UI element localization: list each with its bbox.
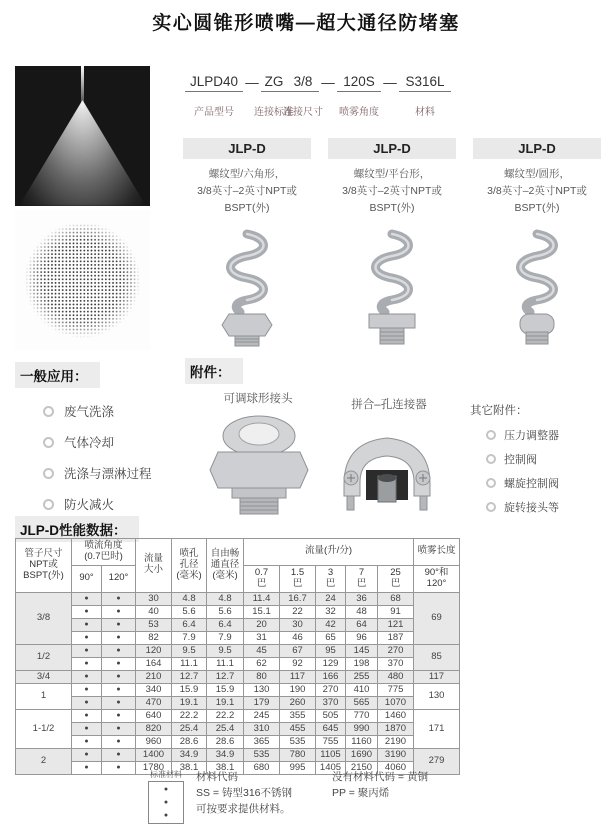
table-header-row <box>16 539 460 566</box>
capacity-cell: 4060 <box>378 761 414 774</box>
capacity-cell: 80 <box>244 670 280 683</box>
capacity-cell: 260 <box>280 696 316 709</box>
flow-size-cell: 820 <box>136 722 172 735</box>
capacity-cell: 2190 <box>378 735 414 748</box>
pipe-size-cell: 1-1/2 <box>16 709 72 748</box>
ring-bullet-icon <box>486 502 496 512</box>
orifice-cell: 7.9 <box>172 631 207 644</box>
capacity-cell: 995 <box>280 761 316 774</box>
code-standard: ZG <box>261 74 287 92</box>
header-capacity: 流量(升/分) <box>244 539 414 566</box>
code-dash: — <box>321 75 335 90</box>
free-passage-cell: 38.1 <box>207 761 244 774</box>
list-item <box>486 499 600 515</box>
ball-joint-label: 可调球形接头 <box>223 393 293 405</box>
variant-description <box>473 166 601 216</box>
free-passage-cell: 7.9 <box>207 631 244 644</box>
angle-120-dot: ● <box>102 748 136 761</box>
spray-length-cell: 85 <box>414 644 460 670</box>
variant-desc-line: 3/8英寸–2英寸NPT或 <box>197 184 297 197</box>
free-passage-cell: 4.8 <box>207 592 244 605</box>
angle-90-dot: ● <box>72 748 102 761</box>
orifice-cell: 12.7 <box>172 670 207 683</box>
capacity-cell: 3190 <box>378 748 414 761</box>
angle-90-dot: ● <box>72 696 102 709</box>
capacity-cell: 179 <box>244 696 280 709</box>
header-angle-120: 120° <box>102 565 136 592</box>
angle-90-dot: ● <box>72 631 102 644</box>
header-flow-size: 流量 大小 <box>136 539 172 593</box>
applications-list <box>15 402 180 513</box>
header-pressure: 3 巴 <box>316 565 346 592</box>
flow-size-cell: 1780 <box>136 761 172 774</box>
free-passage-cell: 34.9 <box>207 748 244 761</box>
capacity-cell: 42 <box>316 618 346 631</box>
capacity-cell: 480 <box>378 670 414 683</box>
capacity-cell: 270 <box>378 644 414 657</box>
capacity-cell: 355 <box>280 709 316 722</box>
header-pipe-size: 管子尺寸 NPT或 BSPT(外) <box>16 539 72 593</box>
variant-desc-line: 螺纹型/平台形， <box>353 168 431 180</box>
table-row <box>16 722 460 735</box>
material-legend <box>148 769 184 824</box>
flow-size-cell: 82 <box>136 631 172 644</box>
table-row <box>16 748 460 761</box>
variant-model: JLP-D <box>183 138 311 159</box>
capacity-cell: 198 <box>346 657 378 670</box>
capacity-cell: 32 <box>316 605 346 618</box>
capacity-cell: 130 <box>244 683 280 696</box>
performance-table-body <box>16 592 460 774</box>
capacity-cell: 65 <box>316 631 346 644</box>
capacity-cell: 680 <box>244 761 280 774</box>
table-row <box>16 644 460 657</box>
table-row <box>16 735 460 748</box>
angle-90-dot: ● <box>72 592 102 605</box>
note-line: 没有材料代码 = 黄铜 <box>332 771 428 783</box>
angle-120-dot: ● <box>102 670 136 683</box>
free-passage-cell: 22.2 <box>207 709 244 722</box>
orifice-cell: 6.4 <box>172 618 207 631</box>
spacer <box>319 103 337 118</box>
variant-description <box>183 166 311 216</box>
spacer <box>381 103 399 118</box>
angle-90-dot: ● <box>72 644 102 657</box>
variant-desc-line: 螺纹型/六角形， <box>208 168 286 180</box>
dot-icon: ● <box>163 812 169 819</box>
material-dot-box <box>148 781 184 824</box>
capacity-cell: 1405 <box>316 761 346 774</box>
angle-120-dot: ● <box>102 709 136 722</box>
spray-droplet-pattern <box>25 220 140 340</box>
ring-bullet-icon <box>486 454 496 464</box>
capacity-cell: 95 <box>316 644 346 657</box>
capacity-cell: 117 <box>280 670 316 683</box>
angle-90-dot: ● <box>72 709 102 722</box>
variant-desc-line: BSPT(外) <box>369 201 415 214</box>
capacity-cell: 310 <box>244 722 280 735</box>
spray-photo <box>15 66 150 206</box>
code-material-label: 材料 <box>415 107 435 118</box>
orifice-cell: 28.6 <box>172 735 207 748</box>
flow-size-cell: 30 <box>136 592 172 605</box>
capacity-cell: 370 <box>316 696 346 709</box>
angle-90-dot: ● <box>72 722 102 735</box>
angle-90-dot: ● <box>72 735 102 748</box>
capacity-cell: 190 <box>280 683 316 696</box>
capacity-cell: 535 <box>244 748 280 761</box>
ring-bullet-icon <box>486 430 496 440</box>
angle-90-dot: ● <box>72 657 102 670</box>
capacity-cell: 145 <box>346 644 378 657</box>
ring-bullet-icon <box>486 478 496 488</box>
spiral-nozzle-image <box>492 228 582 348</box>
code-model-label: 产品型号 <box>194 107 234 118</box>
flow-size-cell: 470 <box>136 696 172 709</box>
header-pressure: 25 巴 <box>378 565 414 592</box>
capacity-cell: 535 <box>280 735 316 748</box>
other-accessories-list <box>470 427 600 515</box>
header-pressure: 7 巴 <box>346 565 378 592</box>
free-passage-cell: 11.1 <box>207 657 244 670</box>
capacity-cell: 645 <box>316 722 346 735</box>
variant-desc-line: 螺纹型/圆形， <box>504 168 570 180</box>
spray-cone <box>19 100 146 206</box>
flow-size-cell: 120 <box>136 644 172 657</box>
list-item <box>43 495 180 513</box>
spray-length-cell: 117 <box>414 670 460 683</box>
flow-size-cell: 53 <box>136 618 172 631</box>
other-accessories-heading: 其它附件： <box>470 405 528 417</box>
spray-length-cell: 130 <box>414 683 460 709</box>
free-passage-cell: 6.4 <box>207 618 244 631</box>
code-angle-label: 喷雾角度 <box>339 107 379 118</box>
capacity-cell: 121 <box>378 618 414 631</box>
note-line: SS = 铸型316不锈钢 <box>196 787 292 799</box>
list-item <box>43 464 180 482</box>
other-accessories <box>470 402 600 523</box>
angle-120-dot: ● <box>102 657 136 670</box>
spiral-nozzle-image <box>347 228 437 348</box>
ring-bullet-icon <box>43 406 54 417</box>
capacity-cell: 270 <box>316 683 346 696</box>
orifice-cell: 19.1 <box>172 696 207 709</box>
capacity-cell: 2150 <box>346 761 378 774</box>
capacity-cell: 24 <box>316 592 346 605</box>
header-spray-length-angles: 90°和120° <box>414 565 460 592</box>
product-code-row <box>185 74 485 92</box>
free-passage-cell: 12.7 <box>207 670 244 683</box>
dot-icon: ● <box>163 786 169 793</box>
performance-table <box>15 538 460 775</box>
angle-90-dot: ● <box>72 605 102 618</box>
pipe-size-cell: 3/4 <box>16 670 72 683</box>
variant-desc-line: 3/8英寸–2英寸NPT或 <box>342 184 442 197</box>
capacity-cell: 1160 <box>346 735 378 748</box>
capacity-cell: 30 <box>280 618 316 631</box>
variant-cards <box>183 138 603 348</box>
table-row <box>16 696 460 709</box>
header-pressure: 1.5 巴 <box>280 565 316 592</box>
list-item <box>43 433 180 451</box>
capacity-cell: 1460 <box>378 709 414 722</box>
angle-120-dot: ● <box>102 644 136 657</box>
free-passage-cell: 25.4 <box>207 722 244 735</box>
capacity-cell: 129 <box>316 657 346 670</box>
capacity-cell: 68 <box>378 592 414 605</box>
table-row <box>16 657 460 670</box>
list-item <box>486 427 600 443</box>
note-line: 可按要求提供材料。 <box>196 803 291 815</box>
capacity-cell: 780 <box>280 748 316 761</box>
material-notes-right <box>332 769 428 824</box>
angle-90-dot: ● <box>72 670 102 683</box>
flow-size-cell: 340 <box>136 683 172 696</box>
product-code <box>185 74 485 118</box>
ring-bullet-icon <box>43 468 54 479</box>
standard-material-label: 标准材料 <box>150 770 182 779</box>
application-label: 防火减火 <box>64 498 115 512</box>
variant-card-round <box>473 138 601 348</box>
capacity-cell: 1870 <box>378 722 414 735</box>
product-code-labels <box>185 103 485 118</box>
code-size: 3/8 <box>287 74 319 92</box>
accessories-section-heading <box>185 358 243 384</box>
capacity-cell: 1105 <box>316 748 346 761</box>
capacity-cell: 370 <box>378 657 414 670</box>
angle-120-dot: ● <box>102 735 136 748</box>
free-passage-cell: 28.6 <box>207 735 244 748</box>
capacity-cell: 31 <box>244 631 280 644</box>
capacity-cell: 455 <box>280 722 316 735</box>
dot-icon: ● <box>163 799 169 806</box>
capacity-cell: 20 <box>244 618 280 631</box>
flow-size-cell: 640 <box>136 709 172 722</box>
code-size-label: 连接尺寸 <box>283 107 323 118</box>
capacity-cell: 62 <box>244 657 280 670</box>
capacity-cell: 770 <box>346 709 378 722</box>
orifice-cell: 4.8 <box>172 592 207 605</box>
applications-heading: 一般应用： <box>15 362 100 388</box>
capacity-cell: 255 <box>346 670 378 683</box>
material-notes <box>148 769 428 824</box>
angle-120-dot: ● <box>102 605 136 618</box>
code-dash: — <box>383 75 397 90</box>
header-free-passage: 自由畅 通直径 (毫米) <box>207 539 244 593</box>
list-item <box>486 475 600 491</box>
orifice-cell: 9.5 <box>172 644 207 657</box>
application-label: 洗涤与漂淋过程 <box>64 467 152 481</box>
spray-length-cell: 279 <box>414 748 460 774</box>
free-passage-cell: 5.6 <box>207 605 244 618</box>
capacity-cell: 410 <box>346 683 378 696</box>
ring-bullet-icon <box>43 499 54 510</box>
capacity-cell: 166 <box>316 670 346 683</box>
capacity-cell: 15.1 <box>244 605 280 618</box>
variant-desc-line: BSPT(外) <box>514 201 560 214</box>
spiral-nozzle-image <box>202 228 292 348</box>
accessory-label: 控制阀 <box>504 454 537 466</box>
code-model: JLPD40 <box>185 74 243 92</box>
list-item <box>486 451 600 467</box>
material-notes-left <box>196 769 292 824</box>
spray-pattern-photo <box>15 210 150 350</box>
table-row <box>16 592 460 605</box>
flow-size-cell: 210 <box>136 670 172 683</box>
header-pressure: 0.7 巴 <box>244 565 280 592</box>
variant-model: JLP-D <box>473 138 601 159</box>
accessory-label: 螺旋控制阀 <box>504 478 559 490</box>
code-standard-label: 连接标准 <box>254 107 294 118</box>
orifice-cell: 11.1 <box>172 657 207 670</box>
note-line: 材料代码 <box>196 771 238 783</box>
code-dash: — <box>245 75 259 90</box>
table-row <box>16 683 460 696</box>
orifice-cell: 38.1 <box>172 761 207 774</box>
orifice-cell: 15.9 <box>172 683 207 696</box>
variant-model: JLP-D <box>328 138 456 159</box>
angle-90-dot: ● <box>72 761 102 774</box>
pipe-size-cell: 3/8 <box>16 592 72 644</box>
table-row <box>16 631 460 644</box>
list-item <box>43 402 180 420</box>
note-line: PP = 聚丙烯 <box>332 787 390 799</box>
table-row <box>16 618 460 631</box>
table-row <box>16 670 460 683</box>
orifice-cell: 25.4 <box>172 722 207 735</box>
variant-card-hex <box>183 138 311 348</box>
eyelet-connector-label: 拼合–孔连接器 <box>351 399 427 411</box>
capacity-cell: 45 <box>244 644 280 657</box>
applications-section <box>15 362 180 526</box>
variant-desc-line: 3/8英寸–2英寸NPT或 <box>487 184 587 197</box>
angle-120-dot: ● <box>102 683 136 696</box>
pipe-size-cell: 2 <box>16 748 72 774</box>
header-orifice: 喷孔 孔径 (毫米) <box>172 539 207 593</box>
capacity-cell: 990 <box>346 722 378 735</box>
page-title: 实心圆锥形喷嘴—超大通径防堵塞 <box>152 13 460 34</box>
capacity-cell: 245 <box>244 709 280 722</box>
angle-120-dot: ● <box>102 696 136 709</box>
angle-120-dot: ● <box>102 631 136 644</box>
variant-card-flat <box>328 138 456 348</box>
angle-120-dot: ● <box>102 761 136 774</box>
capacity-cell: 22 <box>280 605 316 618</box>
accessories-heading: 附件： <box>185 358 243 384</box>
capacity-cell: 96 <box>346 631 378 644</box>
capacity-cell: 505 <box>316 709 346 722</box>
ring-bullet-icon <box>43 437 54 448</box>
capacity-cell: 365 <box>244 735 280 748</box>
flow-size-cell: 164 <box>136 657 172 670</box>
spray-length-cell: 171 <box>414 709 460 748</box>
capacity-cell: 565 <box>346 696 378 709</box>
angle-90-dot: ● <box>72 683 102 696</box>
performance-heading: JLP-D性能数据： <box>15 516 139 542</box>
table-row <box>16 605 460 618</box>
accessory-label: 旋转接头等 <box>504 502 559 514</box>
capacity-cell: 1690 <box>346 748 378 761</box>
capacity-cell: 775 <box>378 683 414 696</box>
spray-length-cell: 69 <box>414 592 460 644</box>
capacity-cell: 64 <box>346 618 378 631</box>
capacity-cell: 67 <box>280 644 316 657</box>
eyelet-connector-image <box>330 418 445 513</box>
angle-120-dot: ● <box>102 592 136 605</box>
flow-size-cell: 1400 <box>136 748 172 761</box>
capacity-cell: 1070 <box>378 696 414 709</box>
free-passage-cell: 9.5 <box>207 644 244 657</box>
code-angle: 120S <box>337 74 381 92</box>
angle-120-dot: ● <box>102 618 136 631</box>
orifice-cell: 22.2 <box>172 709 207 722</box>
angle-120-dot: ● <box>102 722 136 735</box>
capacity-cell: 46 <box>280 631 316 644</box>
capacity-cell: 92 <box>280 657 316 670</box>
header-spray-length: 喷雾长度 <box>414 539 460 566</box>
capacity-cell: 16.7 <box>280 592 316 605</box>
header-spray-angle: 喷流角度 (0.7巴时) <box>72 539 136 566</box>
capacity-cell: 11.4 <box>244 592 280 605</box>
table-row <box>16 709 460 722</box>
pipe-size-cell: 1 <box>16 683 72 709</box>
capacity-cell: 36 <box>346 592 378 605</box>
application-label: 废气洗涤 <box>64 405 115 419</box>
orifice-cell: 34.9 <box>172 748 207 761</box>
accessory-label: 压力调整器 <box>504 430 559 442</box>
code-material: S316L <box>399 74 451 92</box>
ball-joint-image <box>202 410 317 515</box>
flow-size-cell: 960 <box>136 735 172 748</box>
angle-90-dot: ● <box>72 618 102 631</box>
header-angle-90: 90° <box>72 565 102 592</box>
free-passage-cell: 19.1 <box>207 696 244 709</box>
capacity-cell: 187 <box>378 631 414 644</box>
variant-description <box>328 166 456 216</box>
capacity-cell: 48 <box>346 605 378 618</box>
capacity-cell: 91 <box>378 605 414 618</box>
variant-desc-line: BSPT(外) <box>224 201 270 214</box>
flow-size-cell: 40 <box>136 605 172 618</box>
capacity-cell: 755 <box>316 735 346 748</box>
orifice-cell: 5.6 <box>172 605 207 618</box>
pipe-size-cell: 1/2 <box>16 644 72 670</box>
application-label: 气体冷却 <box>64 436 115 450</box>
free-passage-cell: 15.9 <box>207 683 244 696</box>
